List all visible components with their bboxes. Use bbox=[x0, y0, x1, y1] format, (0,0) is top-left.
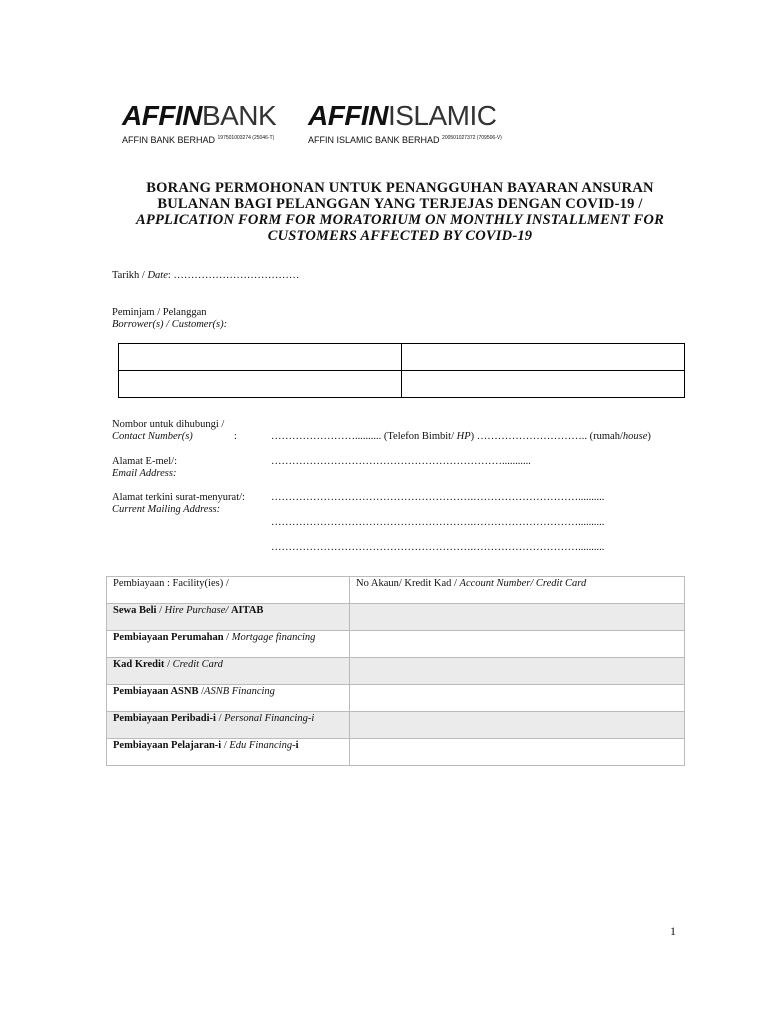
title-en-line2: CUSTOMERS AFFECTED BY COVID-19 bbox=[267, 228, 533, 244]
borrower-table bbox=[118, 343, 685, 398]
affin-islamic-logo-light: ISLAMIC bbox=[387, 100, 497, 131]
account-cell-mortgage[interactable] bbox=[350, 631, 685, 658]
facility-label-ms: Kad Kredit bbox=[113, 659, 165, 670]
facility-sep: / bbox=[223, 632, 232, 643]
table-row bbox=[107, 631, 685, 658]
facility-label-extra: i bbox=[295, 740, 299, 751]
affin-islamic-logo-bold: AFFIN bbox=[308, 100, 388, 131]
facility-personal bbox=[107, 712, 350, 739]
table-row bbox=[107, 604, 685, 631]
facility-label-en: Mortgage financing bbox=[231, 632, 316, 643]
contact-colon: : bbox=[234, 431, 237, 442]
affin-islamic-logo bbox=[308, 100, 502, 145]
facility-table bbox=[106, 576, 685, 766]
contact-label-ms: Nombor untuk dihubungi / bbox=[112, 419, 225, 430]
facility-education bbox=[107, 739, 350, 766]
borrower-label-ms: Peminjam / Pelanggan bbox=[112, 307, 207, 318]
title-en-line1: APPLICATION FORM FOR MORATORIUM ON MONTHLY INSTALLMENT FOR bbox=[136, 212, 664, 228]
address-line-2[interactable]: ………………………………………………….………………………….......... bbox=[271, 517, 605, 528]
account-header-ms: No Akaun/ Kredit Kad / bbox=[356, 578, 460, 589]
address-label-en: Current Mailing Address: bbox=[112, 504, 221, 515]
affin-bank-logo bbox=[122, 100, 276, 145]
facility-sep: / bbox=[198, 686, 205, 697]
affin-islamic-name: AFFIN ISLAMIC BANK BERHAD bbox=[308, 135, 440, 145]
date-dots[interactable]: : ……………………………… bbox=[167, 270, 300, 281]
affin-bank-logo-light: BANK bbox=[201, 100, 277, 131]
facility-header: Pembiayaan : Facility(ies) / bbox=[107, 577, 350, 604]
facility-label-en: Hire Purchase/ bbox=[164, 605, 231, 616]
facility-label-en: Edu Financing- bbox=[229, 740, 296, 751]
facility-sep: / bbox=[215, 713, 225, 724]
table-row bbox=[107, 685, 685, 712]
facility-label-en: ASNB Financing bbox=[204, 686, 275, 697]
date-field bbox=[112, 270, 299, 282]
account-cell-asnb[interactable] bbox=[350, 685, 685, 712]
logo-bar bbox=[122, 100, 522, 152]
mobile-label-end: ) bbox=[470, 431, 477, 442]
affin-bank-name: AFFIN BANK BERHAD bbox=[122, 135, 216, 145]
borrower-name-cell-1[interactable] bbox=[119, 344, 402, 371]
borrower-label-en: Borrower(s) / Customer(s): bbox=[112, 319, 228, 330]
facility-credit-card bbox=[107, 658, 350, 685]
account-header-en: Account Number/ Credit Card bbox=[459, 578, 587, 589]
page-number: 1 bbox=[670, 924, 676, 938]
facility-label-en: Credit Card bbox=[172, 659, 223, 670]
contact-number-field bbox=[271, 431, 651, 443]
table-row bbox=[107, 739, 685, 766]
mobile-label-en: HP bbox=[456, 431, 471, 442]
house-dots[interactable]: ………………………….. bbox=[476, 431, 590, 442]
facility-sep: / bbox=[164, 659, 173, 670]
mobile-label-ms: (Telefon Bimbit/ bbox=[381, 431, 457, 442]
form-title bbox=[108, 180, 692, 244]
account-cell-personal[interactable] bbox=[350, 712, 685, 739]
address-line-3[interactable]: ………………………………………………….………………………….......... bbox=[271, 542, 605, 553]
address-line-1[interactable]: ………………………………………………….………………………….......... bbox=[271, 492, 605, 503]
affin-islamic-reg: 200501027372 (709506-V) bbox=[442, 135, 502, 141]
house-label-en: house bbox=[622, 431, 648, 442]
borrower-name-cell-2[interactable] bbox=[402, 344, 685, 371]
facility-mortgage bbox=[107, 631, 350, 658]
account-header bbox=[350, 577, 685, 604]
table-row bbox=[119, 344, 685, 371]
email-label-ms: Alamat E-mel/: bbox=[112, 456, 178, 467]
account-cell-education[interactable] bbox=[350, 739, 685, 766]
date-label-ms: Tarikh / bbox=[112, 270, 148, 281]
facility-label-extra: AITAB bbox=[230, 605, 264, 616]
account-cell-credit-card[interactable] bbox=[350, 658, 685, 685]
table-row bbox=[107, 712, 685, 739]
borrower-name-cell-3[interactable] bbox=[119, 371, 402, 398]
facility-label-ms: Pembiayaan Peribadi-i bbox=[113, 713, 216, 724]
mobile-dots[interactable]: …………………….......... bbox=[271, 431, 382, 442]
address-label-ms: Alamat terkini surat-menyurat/: bbox=[112, 492, 245, 503]
borrower-name-cell-4[interactable] bbox=[402, 371, 685, 398]
title-ms-line1: BORANG PERMOHONAN UNTUK PENANGGUHAN BAYARAN ANSURAN bbox=[146, 180, 654, 196]
table-row bbox=[107, 577, 685, 604]
facility-label-ms: Pembiayaan Perumahan bbox=[113, 632, 224, 643]
table-row bbox=[107, 658, 685, 685]
facility-label-ms: Pembiayaan Pelajaran-i bbox=[113, 740, 222, 751]
affin-bank-reg: 197501003274 (25046-T) bbox=[217, 135, 275, 141]
email-dots[interactable]: …………………………………………………………........... bbox=[271, 456, 531, 467]
facility-label-en: Personal Financing-i bbox=[224, 713, 315, 724]
affin-bank-logo-bold: AFFIN bbox=[122, 100, 202, 131]
facility-sep: / bbox=[221, 740, 230, 751]
facility-label-ms: Sewa Beli bbox=[113, 605, 157, 616]
table-row bbox=[119, 371, 685, 398]
facility-label-ms: Pembiayaan ASNB bbox=[113, 686, 199, 697]
facility-sep: / bbox=[156, 605, 165, 616]
house-label-ms: (rumah/ bbox=[589, 431, 623, 442]
title-ms-line2: BULANAN BAGI PELANGGAN YANG TERJEJAS DENGAN COVID-19 / bbox=[157, 196, 643, 212]
account-cell-hire-purchase[interactable] bbox=[350, 604, 685, 631]
contact-label-en: Contact Number(s) bbox=[112, 431, 193, 442]
house-label-end: ) bbox=[647, 431, 651, 442]
date-label-en: Date bbox=[147, 270, 168, 281]
facility-hire-purchase bbox=[107, 604, 350, 631]
email-label-en: Email Address: bbox=[112, 468, 177, 479]
facility-asnb bbox=[107, 685, 350, 712]
